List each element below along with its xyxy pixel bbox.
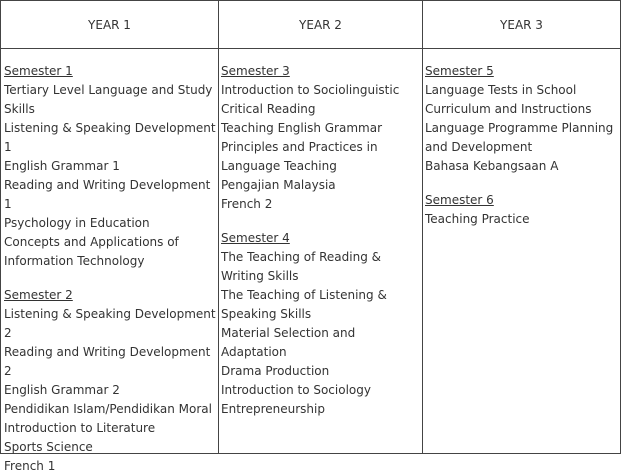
- semester-3-title: Semester 3: [221, 64, 290, 78]
- course-item: Speaking Skills: [221, 307, 312, 321]
- course-item: Psychology in Education: [4, 216, 150, 230]
- header-year-2: YEAR 2: [299, 17, 342, 32]
- course-item: Sports Science: [4, 440, 93, 454]
- course-item: and Development: [425, 140, 533, 154]
- semester-6-title: Semester 6: [425, 193, 494, 207]
- course-item: Introduction to Literature: [4, 421, 156, 435]
- course-item: Teaching Practice: [425, 212, 530, 226]
- column-divider: [422, 1, 423, 453]
- course-item: Curriculum and Instructions: [425, 102, 592, 116]
- semester-2-title: Semester 2: [4, 288, 73, 302]
- semester-gap: [425, 176, 620, 191]
- semester-4-title: Semester 4: [221, 231, 290, 245]
- course-item: French 1: [4, 459, 56, 473]
- course-item: Writing Skills: [221, 269, 299, 283]
- course-item: Critical Reading: [221, 102, 316, 116]
- course-item: Principles and Practices in: [221, 140, 378, 154]
- course-item: Language Tests in School: [425, 83, 577, 97]
- column-divider: [218, 1, 219, 453]
- course-item: Reading and Writing Development 1: [4, 178, 211, 211]
- semester-gap: [4, 271, 217, 286]
- course-item: Pengajian Malaysia: [221, 178, 336, 192]
- course-item: Drama Production: [221, 364, 330, 378]
- course-item: Language Programme Planning: [425, 121, 614, 135]
- course-item: The Teaching of Reading &: [221, 250, 381, 264]
- header-year-3: YEAR 3: [500, 17, 543, 32]
- year-3-column: [425, 62, 620, 229]
- course-item: Tertiary Level Language and Study: [4, 83, 213, 97]
- course-item: Language Teaching: [221, 159, 337, 173]
- course-item: 2: [4, 326, 12, 340]
- course-item: English Grammar 1: [4, 159, 120, 173]
- course-item: Entrepreneurship: [221, 402, 325, 416]
- course-item: Concepts and Applications of: [4, 235, 179, 249]
- course-item: Introduction to Sociolinguistic: [221, 83, 400, 97]
- course-item: Listening & Speaking Development: [4, 307, 216, 321]
- course-item: Bahasa Kebangsaan A: [425, 159, 559, 173]
- course-item: French 2: [221, 197, 273, 211]
- semester-gap: [221, 214, 421, 229]
- course-item: Information Technology: [4, 254, 145, 268]
- header-divider: [1, 48, 620, 49]
- header-year-1: YEAR 1: [88, 17, 131, 32]
- course-item: Pendidikan Islam/Pendidikan Moral: [4, 402, 212, 416]
- course-item: English Grammar 2: [4, 383, 120, 397]
- course-item: The Teaching of Listening &: [221, 288, 387, 302]
- course-item: Reading and Writing Development 2: [4, 345, 211, 378]
- course-item: Teaching English Grammar: [221, 121, 382, 135]
- year-1-column: [4, 62, 217, 476]
- course-item: Listening & Speaking Development: [4, 121, 216, 135]
- course-item: 1: [4, 140, 12, 154]
- course-item: Introduction to Sociology: [221, 383, 371, 397]
- course-item: Skills: [4, 102, 35, 116]
- semester-5-title: Semester 5: [425, 64, 494, 78]
- course-item: Material Selection and Adaptation: [221, 326, 356, 359]
- year-2-column: [221, 62, 421, 419]
- semester-1-title: Semester 1: [4, 64, 73, 78]
